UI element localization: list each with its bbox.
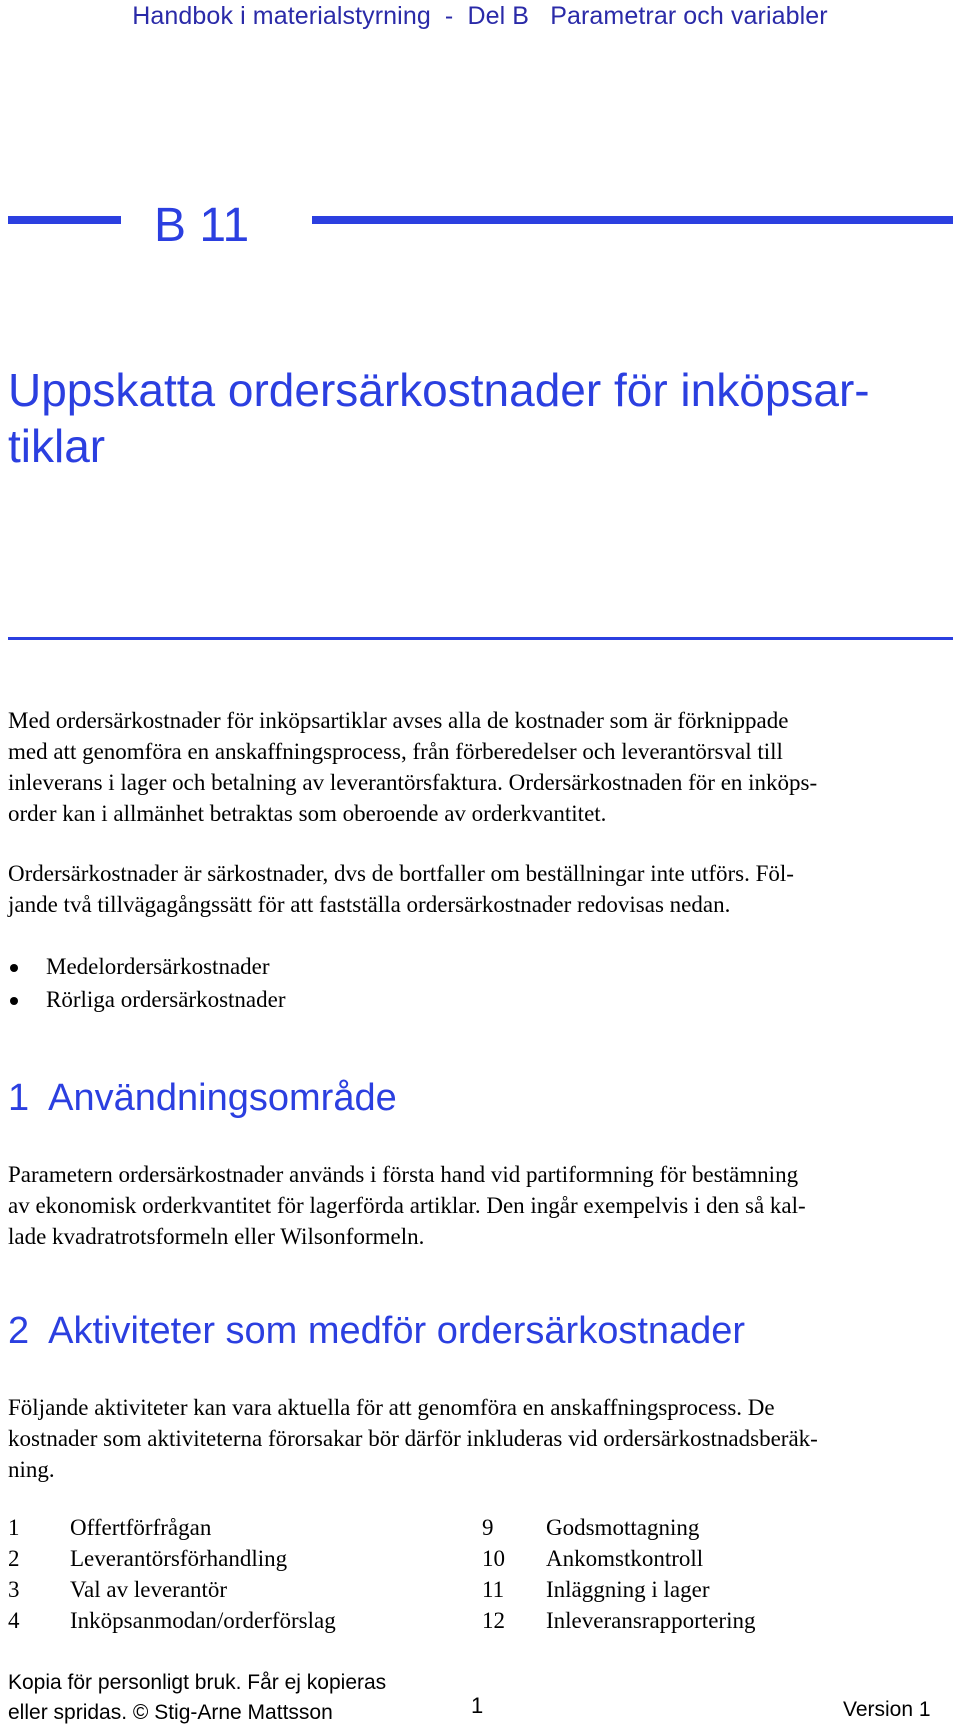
activity-label: Ankomstkontroll [546, 1546, 704, 1571]
copyright-line: Kopia för personligt bruk. Får ej kopieras [8, 1671, 387, 1694]
list-item-label: Medelordersärkostnader [46, 954, 270, 979]
activity-label: Inläggning i lager [546, 1577, 710, 1602]
activity-number: 11 [482, 1577, 505, 1602]
section-1-paragraph [8, 1159, 953, 1252]
approach-list [8, 950, 286, 1016]
table-row [8, 1515, 755, 1546]
activity-label: Val av leverantör [70, 1577, 228, 1602]
text-line: inleverans i lager och betalning av leverantörsfaktura. Ordersärkostnaden för en inköps- [8, 770, 818, 795]
activity-label: Leverantörsförhandling [70, 1546, 288, 1571]
text-line: order kan i allmänhet betraktas som oberoende av orderkvantitet. [8, 801, 607, 826]
list-item [8, 983, 286, 1016]
activity-number: 9 [482, 1515, 494, 1540]
activity-label: Offertförfrågan [70, 1515, 212, 1540]
activity-number: 1 [8, 1515, 20, 1540]
chapter-rule-right [312, 216, 953, 224]
activity-number: 2 [8, 1546, 20, 1571]
intro-paragraph-2 [8, 858, 953, 920]
activity-label: Godsmottagning [546, 1515, 700, 1540]
copyright-notice [8, 1668, 386, 1728]
text-line: lade kvadratrotsformeln eller Wilsonformeln. [8, 1224, 425, 1249]
activity-label: Inköpsanmodan/orderförslag [70, 1608, 336, 1633]
activities-table [8, 1515, 755, 1639]
text-line: Med ordersärkostnader för inköpsartiklar avses alla de kostnader som är förknippade [8, 708, 789, 733]
activity-number: 10 [482, 1546, 505, 1571]
text-line: Ordersärkostnader är särkostnader, dvs de bortfaller om beställningar inte utförs. Föl- [8, 861, 794, 886]
section-2-paragraph [8, 1392, 953, 1485]
bullet-icon [10, 997, 18, 1005]
list-item-label: Rörliga ordersärkostnader [46, 987, 286, 1012]
intro-paragraph-1 [8, 705, 953, 829]
document-title-line-1: Uppskatta ordersärkostnader för inköpsar- [8, 364, 870, 416]
chapter-number: B 11 [154, 199, 250, 252]
document-title-line-2: tiklar [8, 420, 106, 472]
copyright-line: eller spridas. © Stig-Arne Mattsson [8, 1701, 333, 1724]
page-number: 1 [471, 1693, 484, 1718]
chapter-rule-left [8, 216, 121, 224]
text-line: jande två tillvägagångssätt för att fastställa ordersärkostnader redovisas nedan. [8, 892, 731, 917]
activity-number: 12 [482, 1608, 505, 1633]
activity-label: Inleveransrapportering [546, 1608, 756, 1633]
activity-number: 4 [8, 1608, 20, 1633]
text-line: av ekonomisk orderkvantitet för lagerförda artiklar. Den ingår exempelvis i den så kal- [8, 1193, 806, 1218]
text-line: Parametern ordersärkostnader används i första hand vid partiformning för bestämning [8, 1162, 799, 1187]
text-line: kostnader som aktiviteterna förorsakar bör därför inkluderas vid ordersärkostnadsberäk- [8, 1426, 818, 1451]
text-line: Följande aktiviteter kan vara aktuella för att genomföra en anskaffningsprocess. De [8, 1395, 775, 1420]
text-line: ning. [8, 1457, 55, 1482]
title-rule [8, 637, 953, 640]
running-header: Handbok i materialstyrning - Del B Parametrar och variabler [132, 2, 828, 30]
table-row [8, 1608, 755, 1639]
section-heading-2: 2 Aktiviteter som medför ordersärkostnader [8, 1310, 746, 1352]
section-heading-1: 1 Användningsområde [8, 1077, 397, 1119]
text-line: med att genomföra en anskaffningsprocess, från förberedelser och leverantörsval till [8, 739, 783, 764]
document-title [8, 362, 938, 474]
table-row [8, 1577, 755, 1608]
list-item [8, 950, 286, 983]
version-label: Version 1 [843, 1698, 931, 1721]
table-row [8, 1546, 755, 1577]
bullet-icon [10, 964, 18, 972]
activity-number: 3 [8, 1577, 20, 1602]
